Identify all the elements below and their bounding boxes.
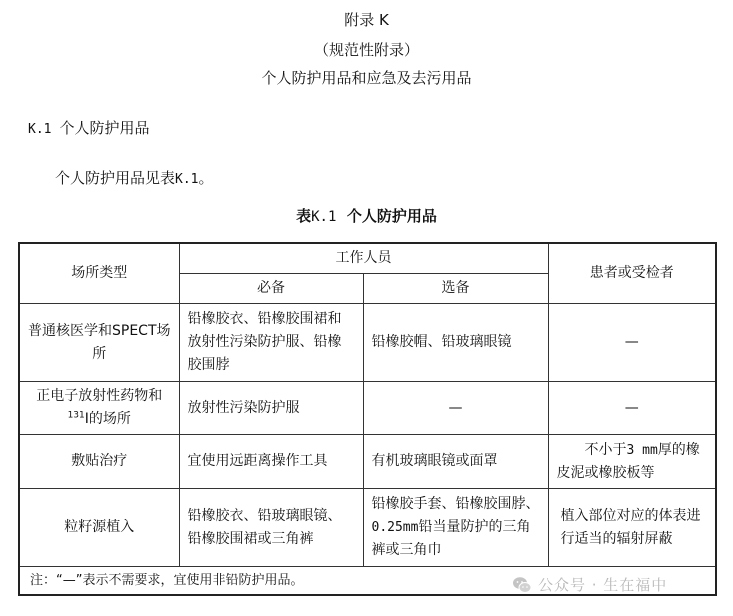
row2-patient: — (548, 382, 716, 435)
wechat-icon (512, 575, 532, 595)
row3-required: 宜使用远距离操作工具 (179, 435, 363, 489)
row2-optional: — (363, 382, 548, 435)
row3-patient-value: 3 mm (626, 442, 658, 458)
caption-number: K.1 (311, 209, 337, 225)
header-site-type: 场所类型 (19, 243, 179, 304)
header-staff: 工作人员 (179, 243, 548, 274)
table-note: 注：“—”表示不需要求，宜使用非铅防护用品。 (19, 567, 716, 596)
header-required: 必备 (179, 274, 363, 304)
section-heading (28, 117, 150, 141)
appendix-type: （规范性附录） (313, 41, 419, 59)
row3-patient-prefix: 不小于 (584, 441, 627, 458)
table-header-row (19, 243, 716, 274)
row4-optional (363, 489, 548, 567)
row3-site: 敷贴治疗 (19, 435, 179, 489)
row1-patient: — (548, 304, 716, 382)
header-patient: 患者或受检者 (548, 243, 716, 304)
row4-patient: 植入部位对应的体表进行适当的辐射屏蔽 (548, 489, 716, 567)
row3-patient (548, 435, 716, 489)
watermark-text: 公众号 · 生在福中 (538, 576, 668, 594)
row2-site-prefix: 正电子放射性药物和 (36, 388, 163, 404)
row2-required: 放射性污染防护服 (179, 382, 363, 435)
table-row (19, 382, 716, 435)
ppe-table (18, 242, 717, 596)
table-row (19, 489, 716, 567)
row2-site-sup: 131 (67, 410, 85, 421)
appendix-title: 附录 K (344, 11, 389, 29)
section-paragraph (55, 166, 214, 192)
row1-site: 普通核医学和SPECT场所 (19, 304, 179, 382)
caption-prefix: 表 (296, 207, 312, 225)
row1-required: 铅橡胶衣、铅橡胶围裙和放射性污染防护服、铅橡胶围脖 (179, 304, 363, 382)
row3-optional: 有机玻璃眼镜或面罩 (363, 435, 548, 489)
row3-patient-suffix: 厚的橡皮泥或橡胶板等 (556, 441, 700, 481)
paragraph-text: 个人防护用品见表 (55, 169, 176, 187)
row2-site-suffix: I的场所 (84, 411, 131, 427)
row4-optional-suffix: 铅当量防护的三角裤或三角巾 (371, 519, 531, 558)
header-optional: 选备 (363, 274, 548, 304)
row4-required: 铅橡胶衣、铅玻璃眼镜、铅橡胶围裙或三角裤 (179, 489, 363, 567)
section-number: K.1 (28, 122, 52, 137)
row2-site (19, 382, 179, 435)
row1-optional: 铅橡胶帽、铅玻璃眼镜 (363, 304, 548, 382)
table-caption (0, 205, 733, 228)
paragraph-end: 。 (198, 169, 214, 187)
section-title: 个人防护用品 (59, 119, 150, 137)
row4-optional-value: 0.25mm (371, 520, 419, 535)
row4-optional-prefix: 铅橡胶手套、铅橡胶围脖、 (371, 496, 540, 512)
caption-title: 个人防护用品 (346, 207, 437, 225)
watermark (512, 574, 667, 595)
table-row (19, 304, 716, 382)
table-row (19, 435, 716, 489)
paragraph-table-ref: K.1 (175, 172, 199, 187)
row4-site: 粒籽源植入 (19, 489, 179, 567)
appendix-subject: 个人防护用品和应急及去污用品 (261, 69, 472, 87)
